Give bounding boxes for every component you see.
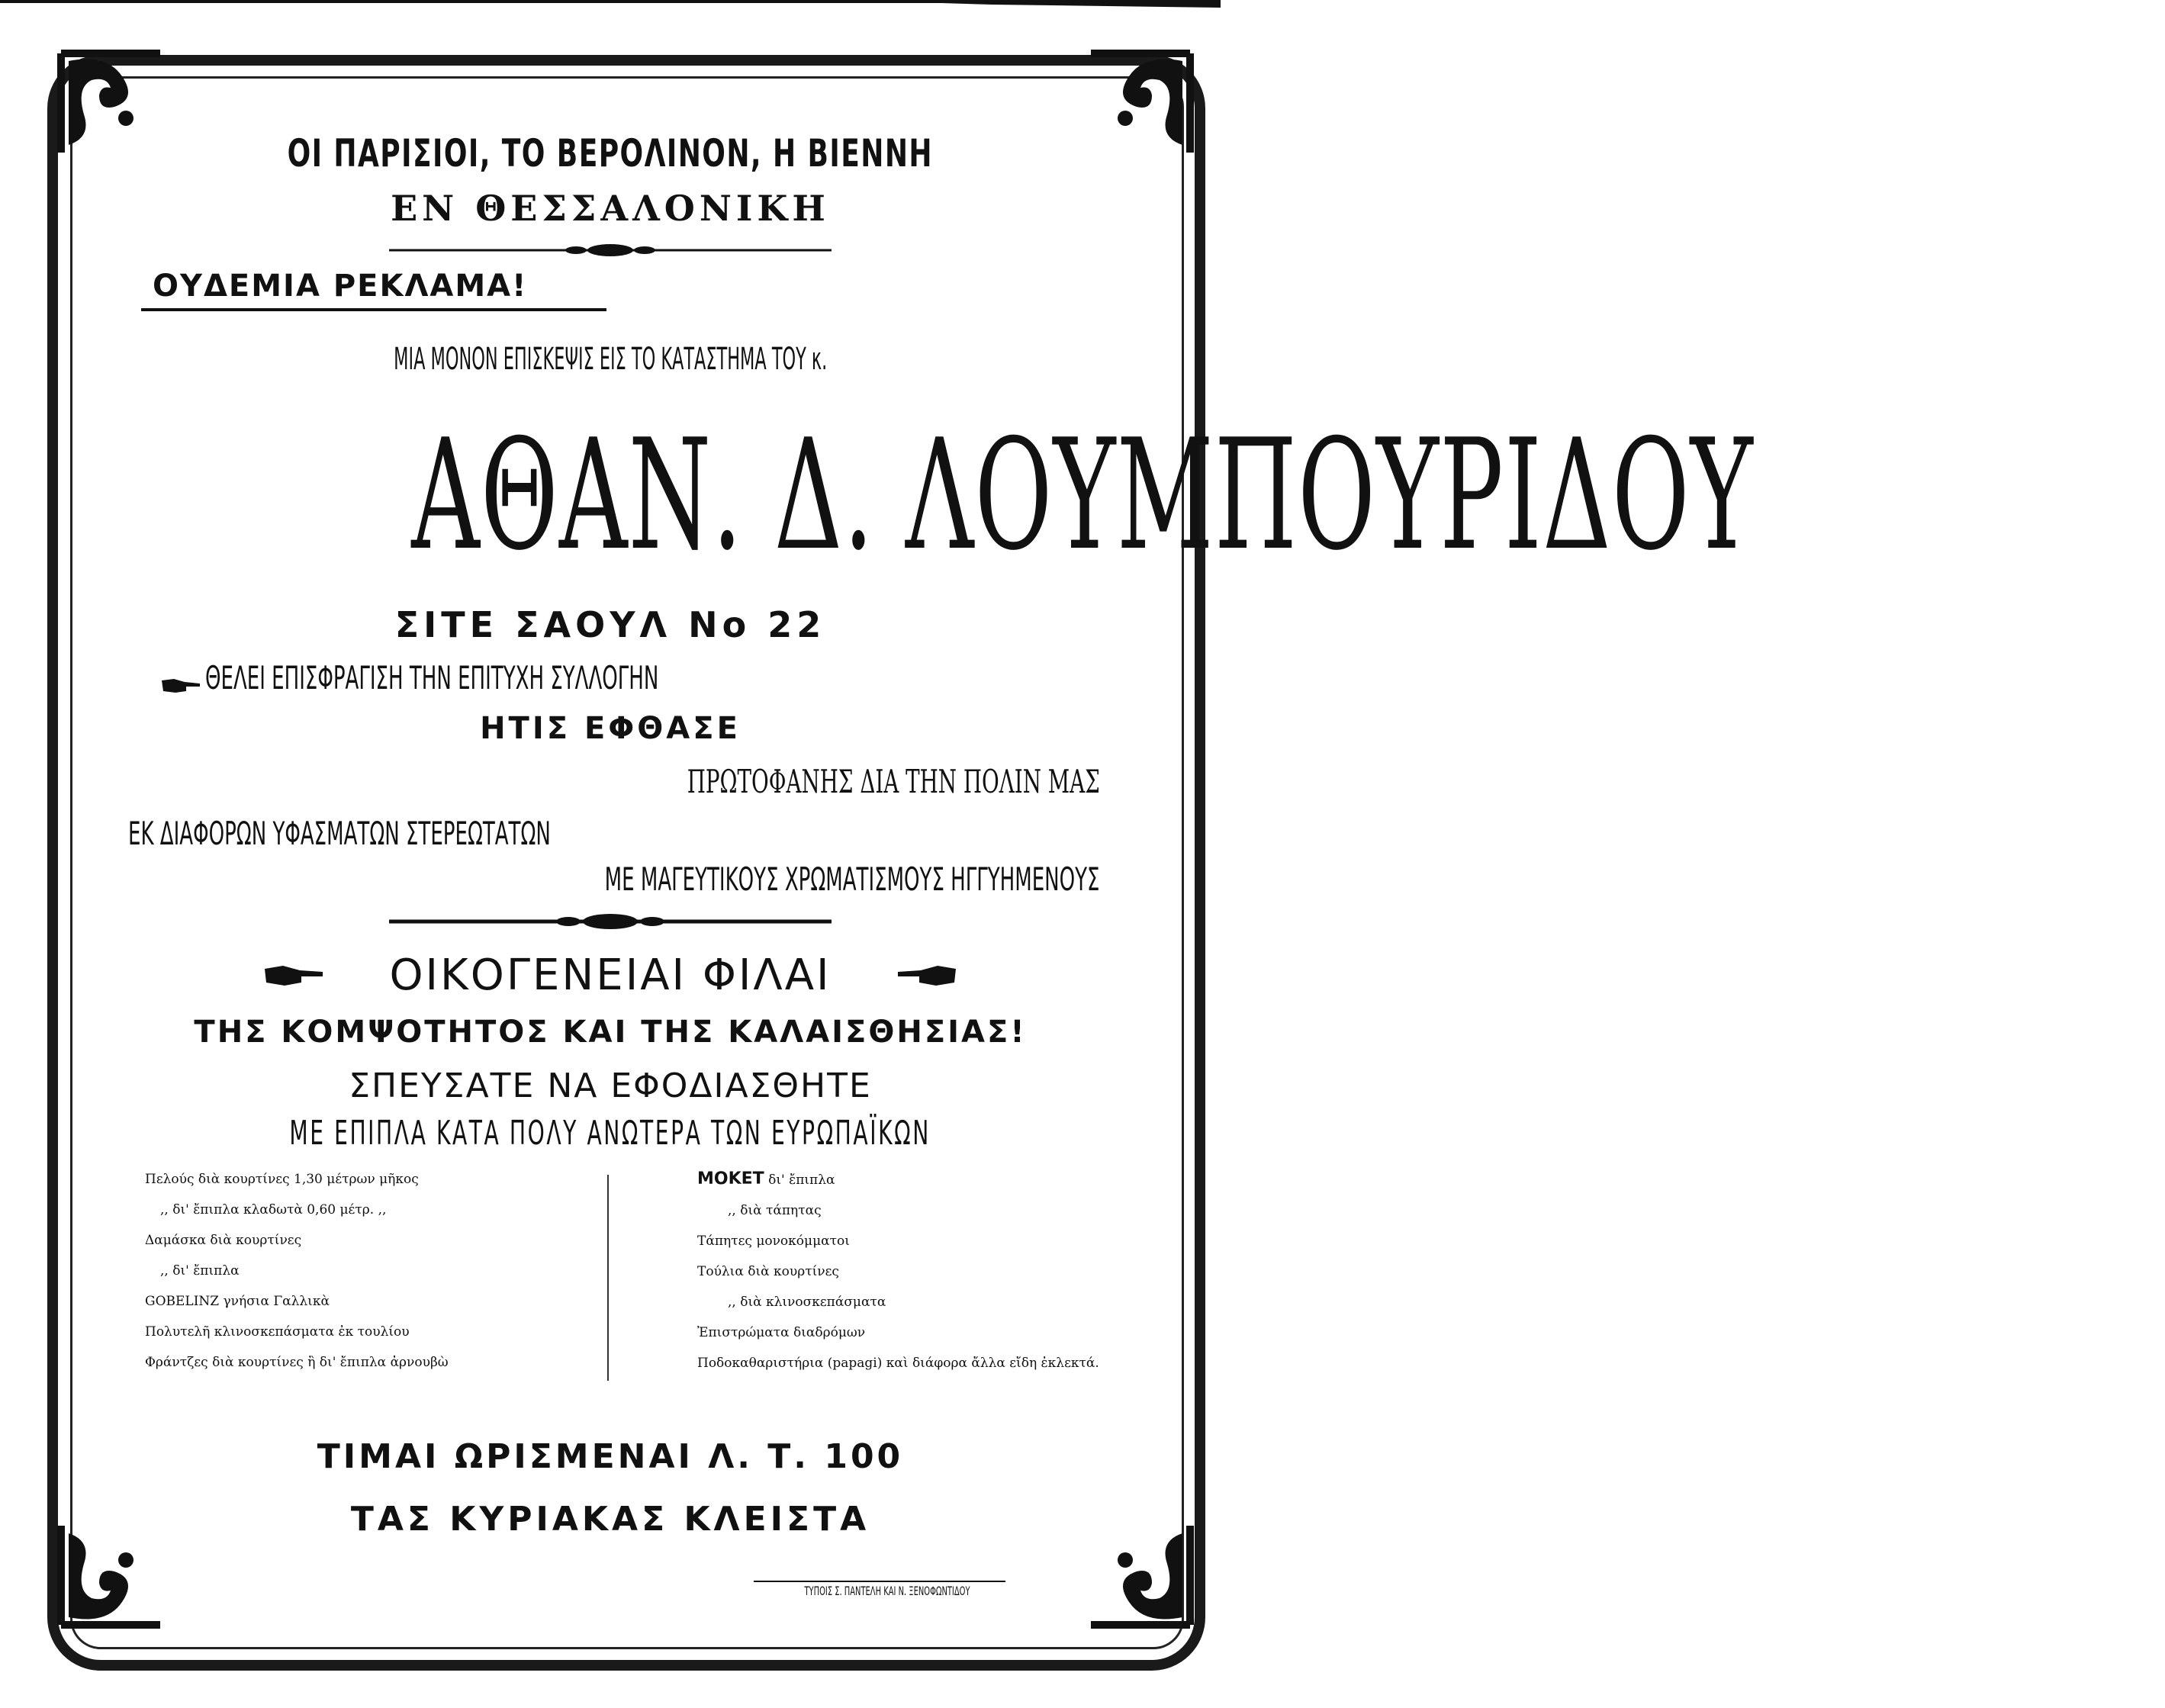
one-visit-text: ΜΙΑ ΜΟΝΟΝ ΕΠΙΣΚΕΨΙΣ ΕΙΣ ΤΟ ΚΑΤΑΣΤΗΜΑ ΤΟΥ κ. (393, 342, 828, 377)
list-item: ,, δι' ἔπιπλα (160, 1263, 240, 1279)
colors-wrap (301, 860, 1100, 898)
collection-line-wrap (160, 659, 937, 696)
list-item: Πολυτελῆ κλινοσκεπάσματα ἐκ τουλίου (145, 1324, 410, 1340)
printer-imprint-wrap (754, 1581, 1005, 1598)
list-item: Ἐπιστρώματα διαδρόμων (697, 1325, 866, 1340)
list-item: ,, διὰ τάπητας (728, 1203, 822, 1218)
hurry-wrap (0, 1066, 1221, 1105)
prices-text: ΤΙΜΑΙ ΩΡΙΣΜΕΝΑΙ Λ. Τ. 100 (317, 1437, 904, 1476)
list-item: GOBELINZ γνήσια Γαλλικὰ (145, 1294, 330, 1309)
headline-line2-wrap (0, 188, 1221, 229)
elegance-wrap (0, 1015, 1221, 1050)
no-advert-underline (141, 308, 606, 311)
printer-imprint: ΤΥΠΟΙΣ Σ. ΠΑΝΤΕΛΗ ΚΑΙ Ν. ΞΕΝΟΦΩΝΤΙΔΟΥ (804, 1584, 970, 1598)
list-item: Τάπητες μονοκόμματοι (697, 1234, 850, 1249)
list-item: ,, διὰ κλινοσκεπάσματα (728, 1295, 886, 1310)
list-item: Δαμάσκα διὰ κουρτίνες (145, 1233, 302, 1248)
fabrics-text: ΕΚ ΔΙΑΦΟΡΩΝ ΥΦΑΣΜΑΤΩΝ ΣΤΕΡΕΩΤΑΤΩΝ (128, 815, 551, 852)
pointing-hand-right-icon (263, 963, 324, 989)
list-item: Ποδοκαθαριστήρια (papagi) καὶ διάφορα ἄλλα εἴδη ἐκλεκτά. (697, 1356, 1099, 1371)
fabrics-wrap (128, 815, 809, 852)
headline-line2: ΕΝ ΘΕΣΣΑΛΟΝΙΚΗ (391, 188, 830, 229)
address-wrap (0, 604, 1221, 645)
elegance-text: ΤΗΣ ΚΟΜΨΟΤΗΤΟΣ ΚΑΙ ΤΗΣ ΚΑΛΑΙΣΘΗΣΙΑΣ! (194, 1015, 1027, 1050)
headline-line1-wrap (0, 131, 1221, 175)
collection-line-text: ΘΕΛΕΙ ΕΠΙΣΦΡΑΓΙΣΗ ΤΗΝ ΕΠΙΤΥΧΗ ΣΥΛΛΟΓΗΝ (205, 659, 659, 696)
list-item: ,, δι' ἔπιπλα κλαδωτὰ 0,60 μέτρ. ,, (160, 1202, 387, 1217)
divider-ornament-icon (389, 241, 832, 259)
one-visit-wrap (0, 342, 1221, 377)
colors-text: ΜΕ ΜΑΓΕΥΤΙΚΟΥΣ ΧΡΩΜΑΤΙΣΜΟΥΣ ΗΓΓΥΗΜΕΝΟΥΣ (605, 860, 1100, 898)
furniture-text: ΜΕ ΕΠΙΠΛΑ ΚΑΤΑ ΠΟΛΥ ΑΝΩΤΕΡΑ ΤΩΝ ΕΥΡΩΠΑΪΚΩΝ (289, 1114, 931, 1153)
closed-wrap (0, 1500, 1221, 1539)
left-column (145, 1164, 603, 1378)
pointing-hand-right-icon (160, 676, 201, 696)
furniture-wrap (0, 1114, 1221, 1153)
list-item: Πελούς διὰ κουρτίνες 1,30 μέτρων μῆκος (145, 1172, 419, 1187)
hurry-text: ΣΠΕΥΣΑΤΕ ΝΑ ΕΦΟΔΙΑΣΘΗΤΕ (349, 1066, 872, 1105)
list-item (697, 1164, 1124, 1195)
headline-line1: ΟΙ ΠΑΡΙΣΙΟΙ, ΤΟ ΒΕΡΟΛΙΝΟΝ, Η ΒΙΕΝΝΗ (287, 131, 934, 175)
no-advert-text: ΟΥΔΕΜΙΑ ΡΕΚΛΑΜΑ! (153, 269, 528, 304)
shop-name-wrap (0, 407, 1754, 584)
unprecedented-text: ΠΡΩΤΟΦΑΝΗΣ ΔΙΑ ΤΗΝ ΠΟΛΙΝ ΜΑΣ (687, 763, 1100, 800)
arrived-wrap (0, 711, 1221, 746)
top-edge-band (0, 0, 1221, 14)
unprecedented-wrap (474, 763, 1100, 800)
divider-ornament-icon (389, 912, 832, 931)
families-wrap (0, 950, 1221, 1000)
closed-text: ΤΑΣ ΚΥΡΙΑΚΑΣ ΚΛΕΙΣΤΑ (350, 1500, 870, 1539)
right-column (697, 1164, 1124, 1378)
moket-label: ΜΟΚΕΤ (697, 1169, 764, 1189)
column-divider (607, 1175, 609, 1381)
families-text: ΟΙΚΟΓΕΝΕΙΑΙ ΦΙΛΑΙ (389, 950, 832, 1000)
address-text: ΣΙΤΕ ΣΑΟΥΛ Νο 22 (394, 604, 826, 645)
shop-name: ΑΘΑΝ. Δ. ΛΟΥΜΠΟΥΡΙΔΟΥ (411, 407, 1754, 584)
list-item: Φράντζες διὰ κουρτίνες ἢ δι' ἔπιπλα ἀρνουβὼ (145, 1355, 449, 1370)
no-advert-wrap (153, 269, 527, 304)
pointing-hand-left-icon (896, 963, 957, 989)
moket-rest: δι' ἔπιπλα (764, 1172, 835, 1188)
arrived-text: ΗΤΙΣ ΕΦΘΑΣΕ (480, 711, 741, 746)
list-item: Τούλια διὰ κουρτίνες (697, 1264, 839, 1279)
prices-wrap (0, 1437, 1221, 1476)
